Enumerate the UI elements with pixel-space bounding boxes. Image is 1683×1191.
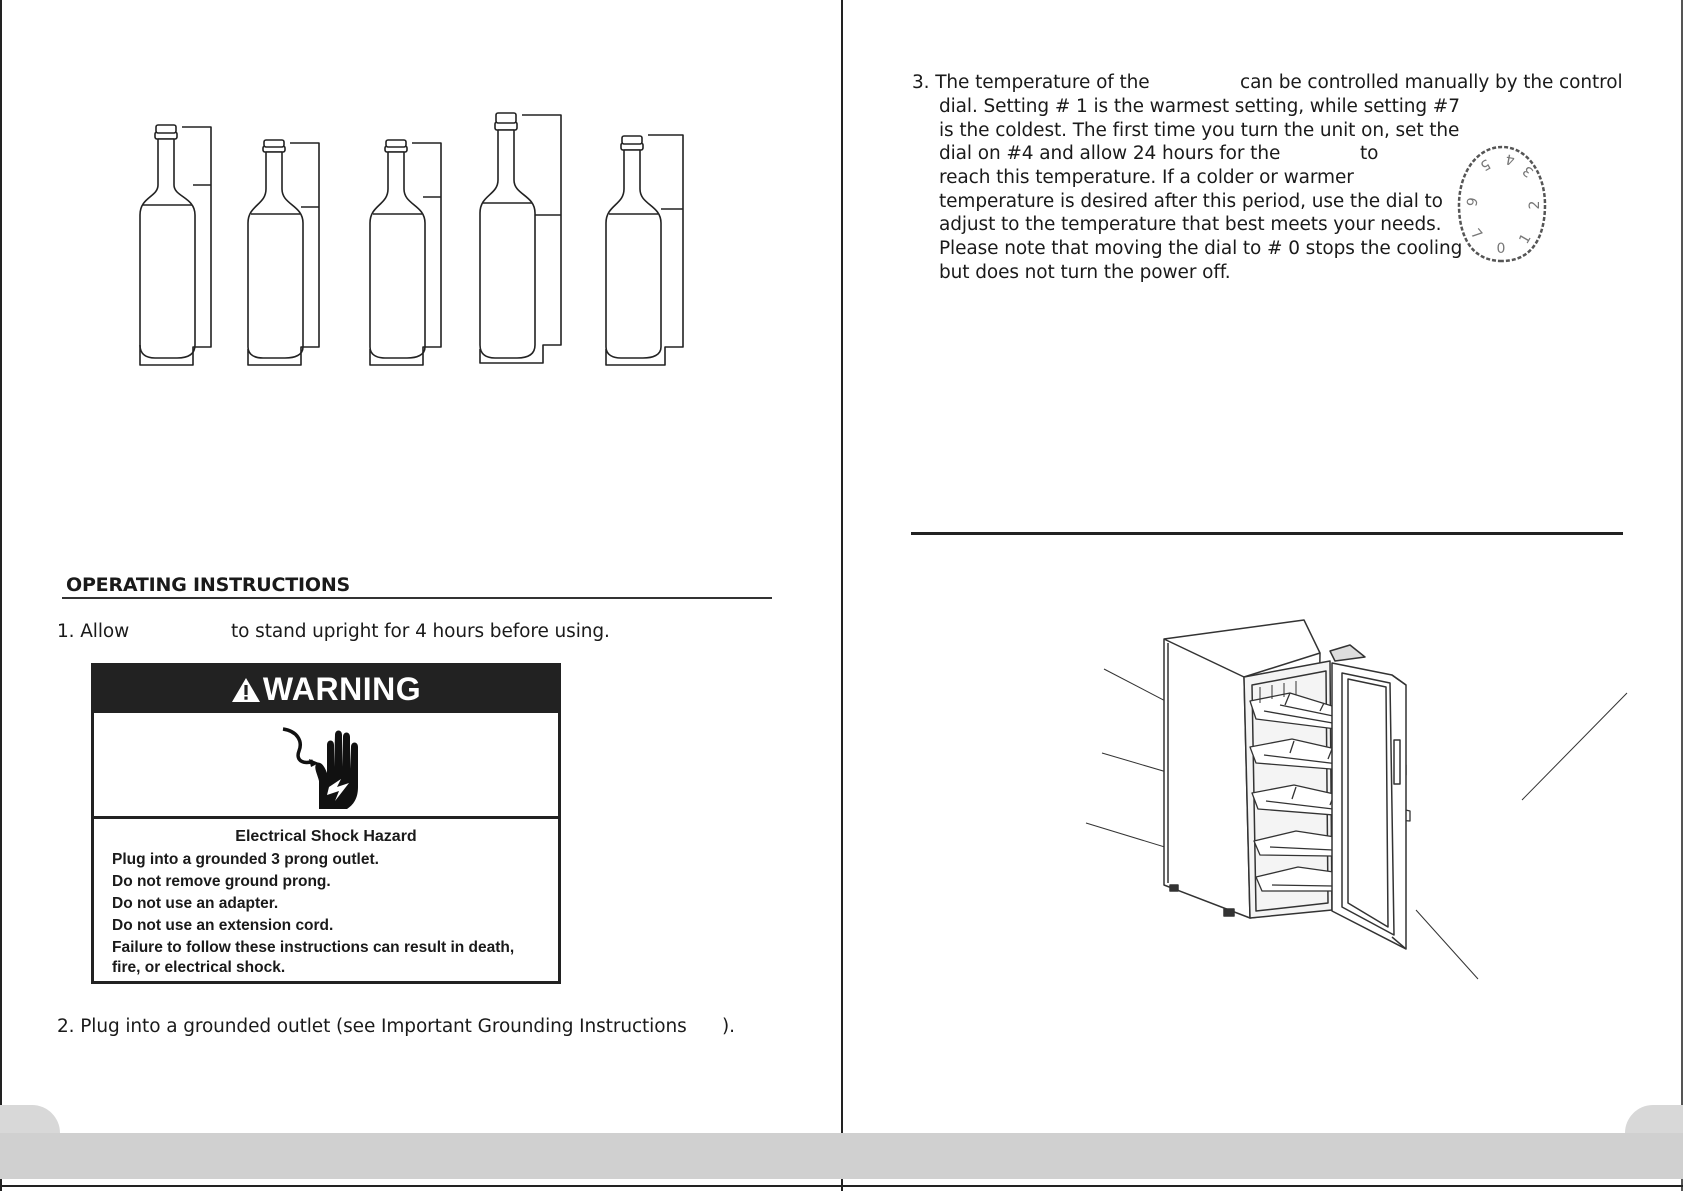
step-3-line: 3. The temperature of the xyxy=(912,72,1150,93)
dial-number: 6 xyxy=(1462,195,1480,208)
step-3-line-tail: can be controlled manually by the control xyxy=(1240,72,1623,93)
warning-line: Do not remove ground prong. xyxy=(112,873,331,890)
step-2-text: 2. Plug into a grounded outlet (see Important Grounding Instructions xyxy=(57,1016,687,1037)
dial-number: 7 xyxy=(1467,225,1486,243)
warning-line: fire, or electrical shock. xyxy=(112,959,286,976)
step-1-text: to stand upright for 4 hours before using. xyxy=(231,621,610,642)
page-edge-left xyxy=(0,0,2,1191)
warning-line: Do not use an extension cord. xyxy=(112,917,334,934)
beverage-cooler-diagram xyxy=(1080,615,1640,985)
page-divider xyxy=(841,0,843,1191)
warning-line: Do not use an adapter. xyxy=(112,895,279,912)
temperature-control-dial xyxy=(1455,143,1549,265)
step-3-line: dial on #4 and allow 24 hours for the xyxy=(939,143,1281,164)
section-separator xyxy=(911,532,1623,535)
dial-number: 1 xyxy=(1516,231,1535,247)
step-3-line: adjust to the temperature that best meets your needs. xyxy=(939,214,1442,235)
dial-number: 5 xyxy=(1477,155,1493,174)
dial-number: 4 xyxy=(1504,150,1517,168)
dial-number: 2 xyxy=(1527,200,1543,210)
step-3-line: is the coldest. The first time you turn the unit on, set the xyxy=(939,120,1460,141)
warning-icon-row xyxy=(94,713,558,819)
warning-header-label: WARNING xyxy=(262,671,422,707)
warning-line: Plug into a grounded 3 prong outlet. xyxy=(112,851,379,868)
heading-underline xyxy=(62,597,772,599)
dial-number: 3 xyxy=(1519,162,1537,181)
step-3-line: Please note that moving the dial to # 0 stops the cooling xyxy=(939,238,1463,259)
step-3-line-tail: to xyxy=(1360,143,1379,164)
step-3-line: reach this temperature. If a colder or warmer xyxy=(939,167,1354,188)
bottle-size-diagram xyxy=(125,105,715,375)
bottle-illustration xyxy=(606,135,683,365)
warning-title: Electrical Shock Hazard xyxy=(235,828,417,845)
step-3-line: temperature is desired after this period, use the dial to xyxy=(939,191,1443,212)
footer-band xyxy=(0,1133,1683,1179)
step-3-line: dial. Setting # 1 is the warmest setting, while setting #7 xyxy=(939,96,1460,117)
bottom-rule xyxy=(0,1185,1683,1187)
electric-shock-hand-icon xyxy=(279,721,369,813)
step-3-line: but does not turn the power off. xyxy=(939,262,1231,283)
dial-number: 0 xyxy=(1496,241,1506,257)
step-2-close: ). xyxy=(722,1016,735,1037)
step-1-prefix: 1. Allow xyxy=(57,621,130,642)
warning-header xyxy=(94,666,558,713)
section-heading: OPERATING INSTRUCTIONS xyxy=(66,574,351,596)
bottle-illustration xyxy=(248,140,319,365)
bottle-illustration xyxy=(480,113,561,363)
warning-panel xyxy=(91,663,561,984)
bottle-illustration xyxy=(370,140,441,365)
warning-line: Failure to follow these instructions can result in death, xyxy=(112,939,515,956)
alert-triangle-icon xyxy=(231,677,261,703)
